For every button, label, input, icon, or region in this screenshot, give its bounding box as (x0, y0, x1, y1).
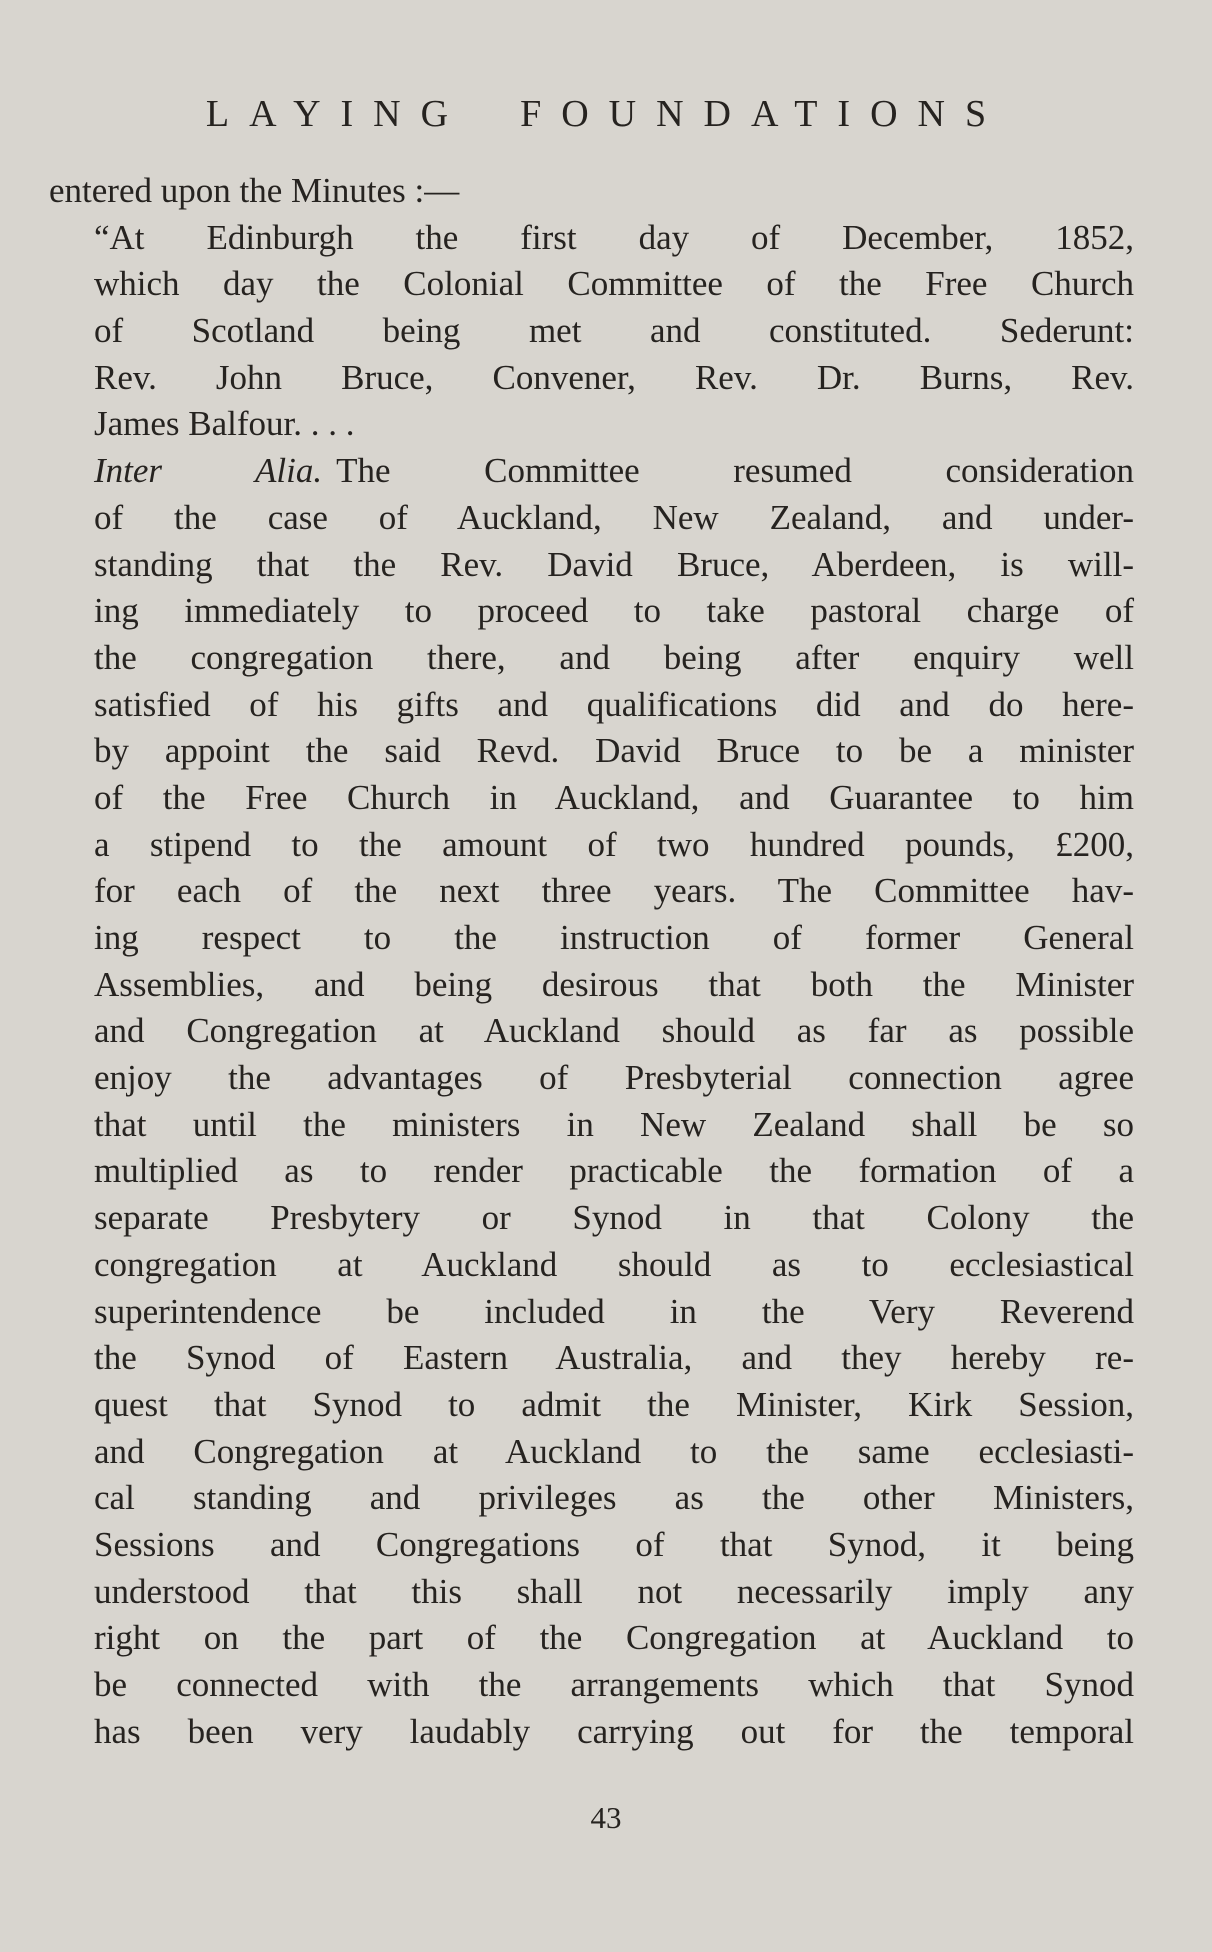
text-line-30: Sessions and Congregations of that Synod, it being (94, 1524, 1134, 1564)
text-line-2: “At Edinburgh the first day of December, 1852, (94, 217, 1134, 257)
text-line-18: Assemblies, and being desirous that both the Minister (94, 964, 1134, 1004)
running-head-word-1: LAYING (205, 93, 469, 135)
text-line-31: understood that this shall not necessarily imply any (94, 1571, 1134, 1611)
text-line-23: separate Presbytery or Synod in that Colony the (94, 1198, 1134, 1238)
text-line-4: of Scotland being met and constituted. Sederunt: (94, 311, 1134, 351)
text-line-10: ing immediately to proceed to take pastoral charge of (94, 591, 1134, 631)
running-head-word-2: FOUNDATIONS (520, 93, 1007, 135)
text-line-3: which day the Colonial Committee of the Free Church (94, 264, 1134, 304)
text-line-22: multiplied as to render practicable the formation of a (94, 1151, 1134, 1191)
body-text (49, 168, 1134, 1755)
text-line-9: standing that the Rev. David Bruce, Aberdeen, is will- (94, 544, 1134, 584)
text-line-21: that until the ministers in New Zealand shall be so (94, 1104, 1134, 1144)
text-line-14: of the Free Church in Auckland, and Guarantee to him (94, 777, 1134, 817)
text-line-15: a stipend to the amount of two hundred pounds, £200, (94, 824, 1134, 864)
text-line-1: entered upon the Minutes :— (49, 171, 460, 210)
text-line-27: quest that Synod to admit the Minister, Kirk Session, (94, 1384, 1134, 1424)
text-line-26: the Synod of Eastern Australia, and they hereby re- (94, 1338, 1134, 1378)
text-line-11: the congregation there, and being after enquiry well (94, 637, 1134, 677)
page-number: 43 (590, 1800, 622, 1835)
text-line-19: and Congregation at Auckland should as far as possible (94, 1011, 1134, 1051)
text-line-28: and Congregation at Auckland to the same ecclesiasti- (94, 1431, 1134, 1471)
text-line-34: has been very laudably carrying out for the temporal (94, 1711, 1134, 1751)
text-line-7-rest: The Committee resumed consideration (336, 451, 1134, 491)
text-line-24: congregation at Auckland should as to ecclesiastical (94, 1244, 1134, 1284)
running-head (0, 92, 1212, 136)
text-line-7 (94, 448, 1134, 495)
text-line-25: superintendence be included in the Very Reverend (94, 1291, 1134, 1331)
text-line-29: cal standing and privileges as the other Ministers, (94, 1478, 1134, 1518)
text-line-33: be connected with the arrangements which that Synod (94, 1665, 1134, 1704)
text-line-8: of the case of Auckland, New Zealand, and under- (94, 497, 1134, 537)
text-line-6: James Balfour. . . . (94, 404, 355, 444)
text-line-12: satisfied of his gifts and qualifications did and do here- (94, 684, 1134, 724)
text-line-17: ing respect to the instruction of former General (94, 918, 1134, 957)
text-line-13: by appoint the said Revd. David Bruce to be a minister (94, 731, 1134, 771)
text-line-16: for each of the next three years. The Committee hav- (94, 871, 1134, 911)
text-line-20: enjoy the advantages of Presbyterial connection agree (94, 1058, 1134, 1098)
text-line-5: Rev. John Bruce, Convener, Rev. Dr. Burns, Rev. (94, 357, 1134, 397)
italic-lead: Inter Alia. (94, 451, 323, 491)
text-line-32: right on the part of the Congregation at Auckland to (94, 1618, 1134, 1658)
